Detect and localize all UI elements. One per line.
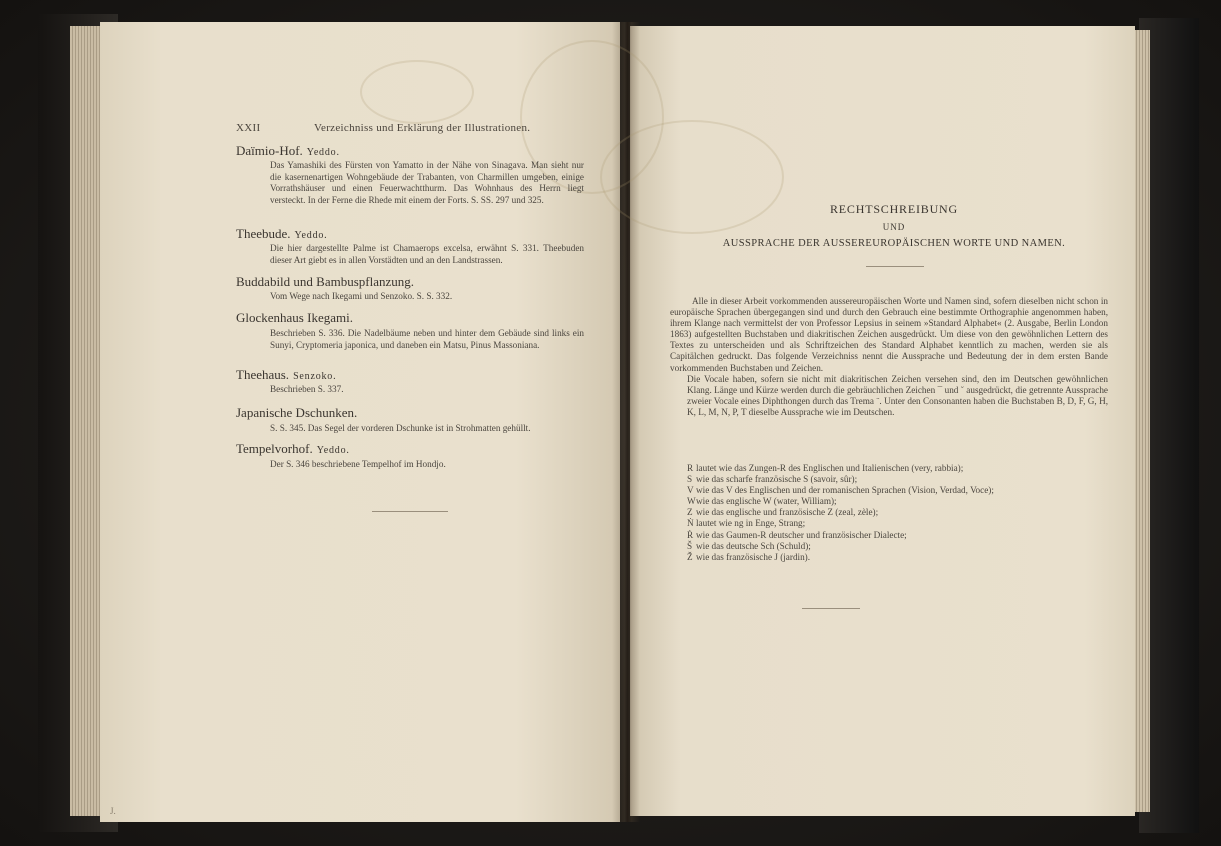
entry-text: Beschrieben S. 337.: [270, 384, 344, 394]
list-item: Ṙ wie das Gaumen-R deutscher und französischer Dialecte;: [687, 529, 907, 540]
entry-location: Yeddo.: [306, 147, 340, 158]
list-item: Ž wie das französische J (jardin).: [687, 551, 811, 562]
entry-title: Buddabild und Bambuspflanzung.: [236, 274, 415, 289]
end-rule: [372, 511, 448, 512]
list-item: V wie das V des Englischen und der romanischen Sprachen (Vision, Verdad, Voce);: [687, 485, 994, 496]
page-subtitle: AUSSPRACHE DER AUSSEREUROPÄISCHEN WORTE UND NAMEN.: [722, 238, 1066, 249]
list-item: Z wie das englische und französische Z (zeal, zèle);: [687, 507, 879, 518]
end-rule: [802, 608, 860, 609]
list-item: Š wie das deutsche Sch (Schuld);: [687, 540, 811, 551]
water-stain: [360, 60, 474, 124]
entry-text: Der S. 346 beschriebene Tempelhof im Hondjo.: [270, 459, 446, 469]
signature-mark: J.: [110, 806, 116, 816]
entry-title: Daïmio-Hof. Yeddo.: [236, 143, 340, 158]
entry-text: Das Yamashiki des Fürsten von Yamatto in der Nähe von Sinagava. Man sieht nur die kasernenartigen Wohngebäude der Trabanten, von Charmillen umgeben, einige Vorrathshäuser und einen Feuerwachtthurm. Das Wohnhaus des Herrn liegt versteckt. In der Ferne die Rhede mit einem der Forts. S. SS. 297 und 325.: [270, 160, 584, 205]
entry-location: Senzoko.: [293, 371, 337, 382]
entry-title: Theehaus. Senzoko.: [236, 367, 337, 382]
list-item: Ṅ lautet wie ng in Enge, Strang;: [687, 518, 806, 529]
list-item: W wie das englische W (water, William);: [687, 496, 837, 507]
intro-paragraph: Alle in dieser Arbeit vorkommenden aussereuropäischen Worte und Namen sind, sofern dieselben nicht schon in europäische Sprachen übergegangen sind und durch den Gebrauch eine bestimmte Orthographie angenommen haben, ihrem Klange nach vermittelst der von Professor Lepsius in seinem »Standard Alphabet« (2. Ausgabe, Berlin London 1863) aufgestellten Buchstaben und diakritischen Zeichen ausgedrückt. Um diese von den gewöhnlichen Lettern des Textes zu unterscheiden und als Schriftzeichen des Standard Alphabet kenntlich zu machen, werden sie als Capitälchen gedruckt. Das folgende Verzeichniss nennt die Aussprache und Bedeutung der in dem ersten Bande vorkommenden Buchstaben und Zeichen.: [670, 296, 1108, 373]
running-title: Verzeichniss und Erklärung der Illustrationen.: [314, 122, 531, 134]
title-conjunction: UND: [882, 222, 906, 232]
entry-text: Die hier dargestellte Palme ist Chamaerops excelsa, erwähnt S. 331. Theebuden dieser Art giebt es in allen Vorstädten und an den Landstrassen.: [270, 243, 584, 265]
vowel-paragraph: Die Vocale haben, sofern sie nicht mit diakritischen Zeichen versehen sind, den im Deutschen gewöhnlichen Klang. Länge und Kürze werden durch die gebräuchlichen Zeichen ¯ und ˘ ausgedrückt, die getrennte Aussprache zweier Vocale eines Diphthongen durch das Trema ¨. Unter den Consonanten haben die Buchstaben B, D, F, G, H, K, L, M, N, P, T dieselbe Aussprache wie im Deutschen.: [687, 374, 1108, 418]
entry-title: Tempelvorhof. Yeddo.: [236, 441, 350, 456]
letter-list: [687, 463, 1107, 563]
entry-title: Japanische Dschunken.: [236, 405, 358, 420]
title-rule: [866, 266, 924, 267]
page-number: XXII: [236, 122, 261, 134]
entry-text: Beschrieben S. 336. Die Nadelbäume neben und hinter dem Gebäude sind links ein Sunyi, Cryptomeria japonica, und daneben ein Matsu, Pinus Massoniana.: [270, 328, 584, 350]
entry-text: Vom Wege nach Ikegami und Senzoko. S. S. 332.: [270, 291, 453, 301]
entry-title: Theebude. Yeddo.: [236, 226, 328, 241]
page-title: RECHTSCHREIBUNG: [829, 202, 958, 216]
entry-text: S. S. 345. Das Segel der vorderen Dschunke ist in Strohmatten gehüllt.: [270, 423, 531, 433]
entry-location: Yeddo.: [316, 445, 350, 456]
entry-title: Glockenhaus Ikegami.: [236, 310, 353, 325]
list-item: S wie das scharfe französische S (savoir, sûr);: [687, 474, 858, 485]
list-item: R lautet wie das Zungen-R des Englischen und Italienischen (very, rabbia);: [687, 463, 964, 473]
entry-location: Yeddo.: [294, 230, 328, 241]
